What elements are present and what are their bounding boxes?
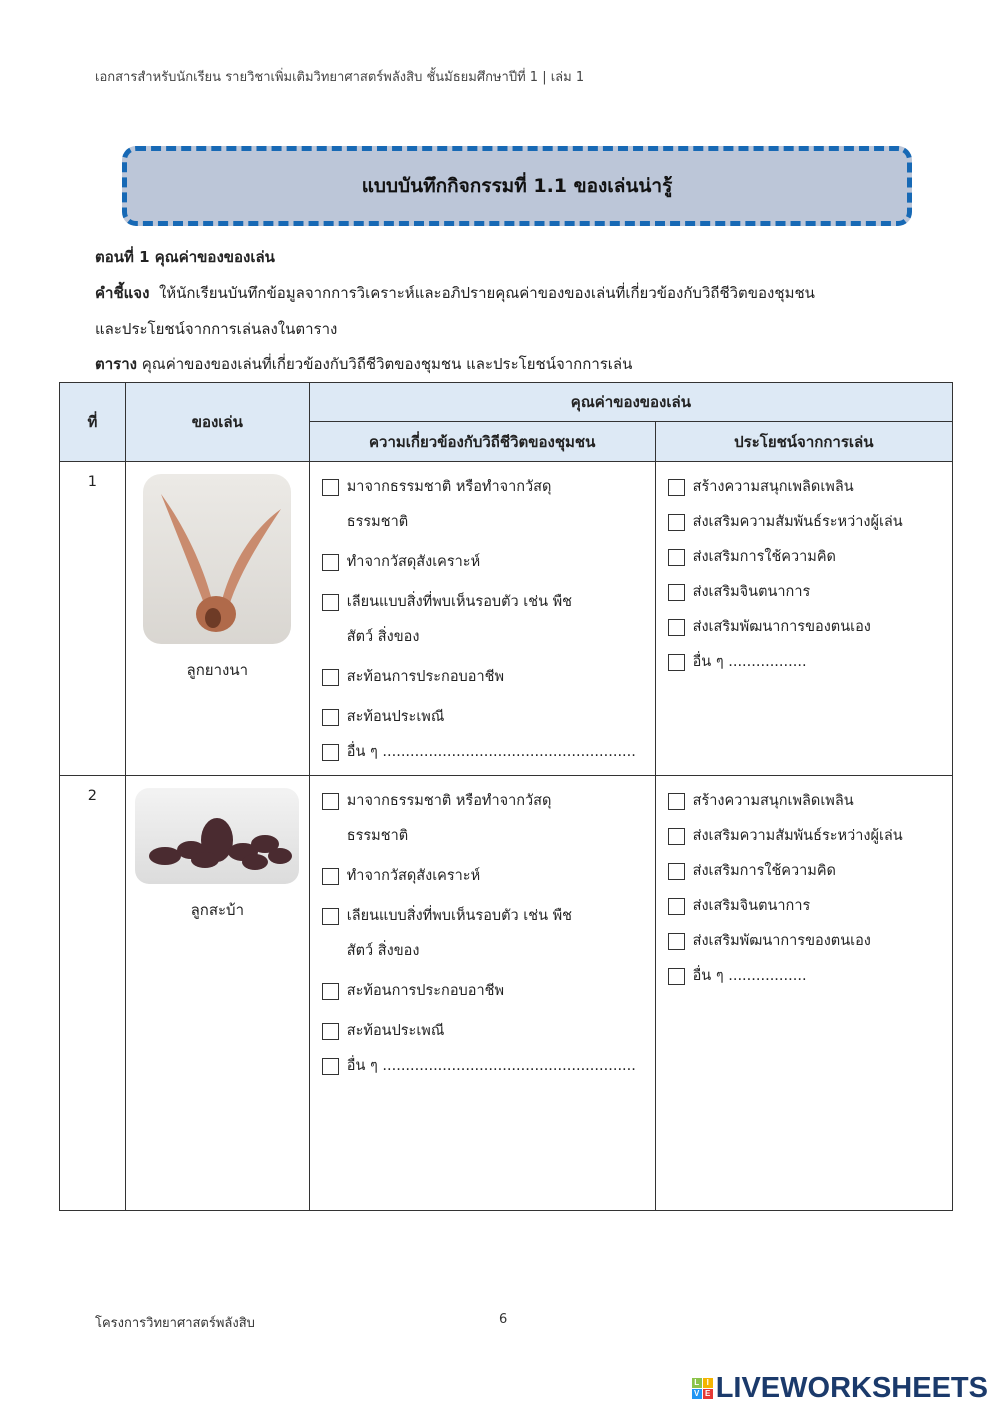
row-number: 1: [60, 462, 126, 776]
toy-cell: [125, 776, 309, 1211]
benefit-options: สร้างความสนุกเพลิดเพลิน ส่งเสริมความสัมพันธ์ระหว่างผู้เล่น ส่งเสริมการใช้ความคิด ส่งเสริมจินตนาการ ส่งเสริมพัฒนาการของตนเอง อื่น ๆ .................: [655, 462, 952, 776]
page-number: 6: [499, 1312, 508, 1327]
col-value: คุณค่าของของเล่น: [309, 383, 952, 422]
checkbox[interactable]: [668, 933, 685, 950]
checkbox[interactable]: [668, 968, 685, 985]
toy-name: ลูกยางนา: [186, 661, 249, 679]
checkbox[interactable]: [322, 868, 339, 885]
checkbox[interactable]: [668, 654, 685, 671]
checkbox[interactable]: [668, 584, 685, 601]
values-table: [59, 382, 953, 1211]
checkbox[interactable]: [668, 479, 685, 496]
checkbox[interactable]: [322, 479, 339, 496]
col-toy: ของเล่น: [125, 383, 309, 462]
checkbox[interactable]: [668, 619, 685, 636]
table-row: [60, 462, 953, 776]
benefit-options: สร้างความสนุกเพลิดเพลิน ส่งเสริมความสัมพันธ์ระหว่างผู้เล่น ส่งเสริมการใช้ความคิด ส่งเสริมจินตนาการ ส่งเสริมพัฒนาการของตนเอง อื่น ๆ .................: [655, 776, 952, 1211]
checkbox[interactable]: [322, 1058, 339, 1075]
checkbox[interactable]: [668, 549, 685, 566]
checkbox[interactable]: [322, 744, 339, 761]
checkbox[interactable]: [668, 863, 685, 880]
checkbox[interactable]: [668, 828, 685, 845]
checkbox[interactable]: [322, 793, 339, 810]
instruction-text-2: และประโยชน์จากการเล่นลงในตาราง: [95, 320, 338, 338]
col-no: ที่: [60, 383, 126, 462]
row-number: 2: [60, 776, 126, 1211]
table-label: ตาราง: [95, 355, 137, 373]
relation-options: มาจากธรรมชาติ หรือทำจากวัสดุ ธรรมชาติ ทำจากวัสดุสังเคราะห์ เลียนแบบสิ่งที่พบเห็นรอบตัว เช่น พืช สัตว์ สิ่งของ สะท้อนการประกอบอาชีพ สะท้อนประเพณี อื่น ๆ .......................................................: [309, 776, 655, 1211]
toy-image-yang-seed: [143, 474, 291, 644]
checkbox[interactable]: [322, 594, 339, 611]
section-heading: ตอนที่ 1 คุณค่าของของเล่น: [95, 248, 275, 266]
table-row: [60, 776, 953, 1211]
relation-options: มาจากธรรมชาติ หรือทำจากวัสดุ ธรรมชาติ ทำจากวัสดุสังเคราะห์ เลียนแบบสิ่งที่พบเห็นรอบตัว เช่น พืช สัตว์ สิ่งของ สะท้อนการประกอบอาชีพ สะท้อนประเพณี อื่น ๆ .......................................................: [309, 462, 655, 776]
checkbox[interactable]: [322, 908, 339, 925]
checkbox[interactable]: [322, 709, 339, 726]
table-caption-text: คุณค่าของของเล่นที่เกี่ยวข้องกับวิถีชีวิตของชุมชน และประโยชน์จากการเล่น: [141, 355, 633, 373]
toy-image-saba-seeds: [135, 788, 299, 884]
instruction-text: ให้นักเรียนบันทึกข้อมูลจากการวิเคราะห์และอภิปรายคุณค่าของของเล่นที่เกี่ยวข้องกับวิถีชีวิตของชุมชน: [158, 284, 815, 302]
col-benefit: ประโยชน์จากการเล่น: [655, 422, 952, 462]
liveworksheets-logo: L I V E LIVEWORKSHEETS: [692, 1372, 988, 1405]
checkbox[interactable]: [322, 554, 339, 571]
instruction-label: คำชี้แจง: [95, 284, 150, 302]
toy-name: ลูกสะบ้า: [190, 901, 244, 919]
table-caption: [95, 352, 632, 376]
checkbox[interactable]: [322, 1023, 339, 1040]
instruction: [95, 281, 815, 305]
toy-cell: [125, 462, 309, 776]
checkbox[interactable]: [668, 898, 685, 915]
logo-icon: L I V E: [692, 1378, 713, 1399]
col-relation: ความเกี่ยวข้องกับวิถีชีวิตของชุมชน: [309, 422, 655, 462]
footer-project: โครงการวิทยาศาสตร์พลังสิบ: [95, 1316, 255, 1331]
checkbox[interactable]: [322, 983, 339, 1000]
checkbox[interactable]: [668, 514, 685, 531]
document-header: เอกสารสำหรับนักเรียน รายวิชาเพิ่มเติมวิทยาศาสตร์พลังสิบ ชั้นมัธยมศึกษาปีที่ 1 | เล่ม 1: [95, 70, 585, 85]
checkbox[interactable]: [668, 793, 685, 810]
checkbox[interactable]: [322, 669, 339, 686]
activity-title: แบบบันทึกกิจกรรมที่ 1.1 ของเล่นน่ารู้: [122, 146, 912, 226]
